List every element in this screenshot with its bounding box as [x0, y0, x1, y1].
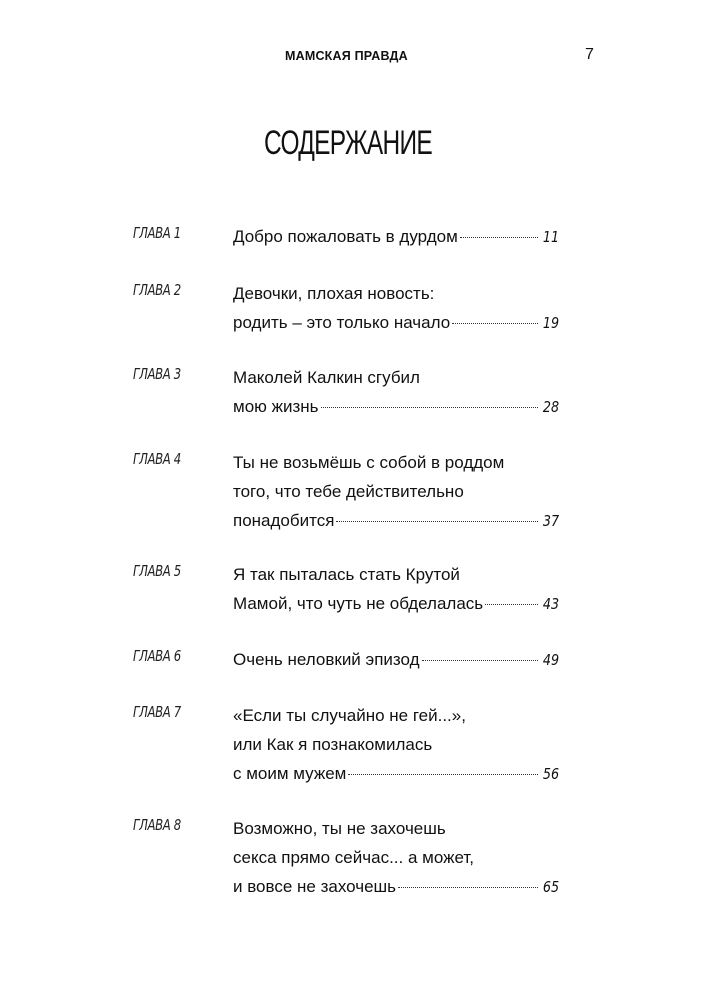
- chapter-title-line: секса прямо сейчас... а может,: [233, 848, 474, 867]
- chapter-title-line: родить – это только начало: [233, 313, 451, 332]
- dot-leader: [398, 887, 538, 888]
- chapter-page-number: 11: [542, 228, 559, 246]
- page-number: 7: [585, 46, 594, 63]
- chapter-page-number: 65: [542, 878, 559, 896]
- dot-leader: [422, 660, 538, 661]
- chapter-title-line: Девочки, плохая новость:: [233, 284, 435, 303]
- chapter-page-number: 49: [542, 651, 559, 669]
- chapter-page-number: 56: [542, 765, 559, 783]
- chapter-label: ГЛАВА 8: [133, 816, 181, 834]
- chapter-title-line: Мамой, что чуть не обделалась: [233, 594, 484, 613]
- chapter-label: ГЛАВА 5: [133, 562, 181, 580]
- chapter-page-number: 43: [542, 595, 559, 613]
- dot-leader: [336, 521, 537, 522]
- chapter-title-line: Маколей Калкин сгубил: [233, 368, 420, 387]
- chapter-title-line: Добро пожаловать в дурдом: [233, 227, 458, 246]
- chapter-title-line: Я так пыталась стать Крутой: [233, 565, 460, 584]
- contents-title: СОДЕРЖАНИЕ: [264, 124, 432, 162]
- chapter-title-line: и вовсе не захочешь: [233, 877, 397, 896]
- chapter-label: ГЛАВА 2: [133, 281, 181, 299]
- chapter-page-number: 28: [542, 398, 559, 416]
- dot-leader: [485, 604, 538, 605]
- chapter-page-number: 37: [542, 512, 559, 530]
- chapter-label: ГЛАВА 4: [133, 450, 181, 468]
- chapter-label: ГЛАВА 3: [133, 365, 181, 383]
- running-head: МАМСКАЯ ПРАВДА: [285, 49, 408, 63]
- dot-leader: [452, 323, 538, 324]
- chapter-title-line: понадобится: [233, 511, 335, 530]
- chapter-label: ГЛАВА 7: [133, 703, 181, 721]
- chapter-title-line: «Если ты случайно не гей...»,: [233, 706, 466, 725]
- dot-leader: [321, 407, 538, 408]
- chapter-title-line: с моим мужем: [233, 764, 347, 783]
- chapter-title-line: или Как я познакомилась: [233, 735, 433, 754]
- chapter-title-line: Ты не возьмёшь с собой в роддом: [233, 453, 505, 472]
- chapter-title-line: того, что тебе действительно: [233, 482, 464, 501]
- dot-leader: [460, 237, 538, 238]
- chapter-title-line: мою жизнь: [233, 397, 319, 416]
- chapter-page-number: 19: [542, 314, 559, 332]
- chapter-title-line: Очень неловкий эпизод: [233, 650, 420, 669]
- chapter-title-line: Возможно, ты не захочешь: [233, 819, 446, 838]
- chapter-label: ГЛАВА 1: [133, 224, 181, 242]
- dot-leader: [348, 774, 538, 775]
- chapter-label: ГЛАВА 6: [133, 647, 181, 665]
